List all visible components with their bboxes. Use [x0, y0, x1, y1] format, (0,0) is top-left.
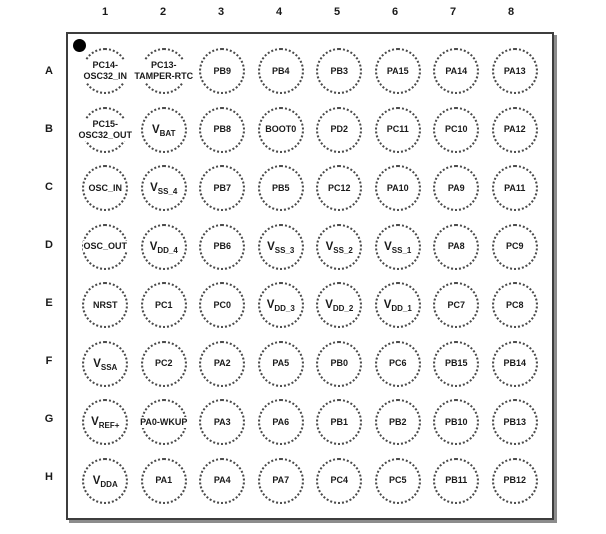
ball-A5 — [316, 48, 362, 94]
ball-cell — [310, 159, 369, 218]
ball-B1 — [78, 107, 133, 153]
pin-label: PB1 — [330, 416, 348, 427]
ball-G3 — [199, 399, 245, 445]
ball-E7 — [433, 282, 479, 328]
ball-F1 — [82, 341, 128, 387]
pin-label — [383, 298, 413, 312]
pin-label-main: V — [150, 182, 158, 195]
ball-cell — [252, 452, 311, 511]
ball-F4 — [258, 341, 304, 387]
pin-label-subscript: DD_1 — [391, 303, 412, 313]
ball-G8 — [492, 399, 538, 445]
ball-cell — [427, 218, 486, 277]
row-label-F: F — [45, 355, 53, 367]
column-label-6: 6 — [391, 6, 399, 18]
ball-cell — [427, 276, 486, 335]
ball-cell — [369, 218, 428, 277]
ball-D6 — [375, 224, 421, 270]
ball-cell — [486, 452, 545, 511]
ball-C4 — [258, 165, 304, 211]
pin-label — [149, 240, 179, 254]
pin-label: OSC_OUT — [83, 241, 128, 252]
pin-label-main: V — [93, 357, 101, 370]
pin-label: PB15 — [444, 358, 468, 369]
pin-label: PA13 — [503, 65, 526, 76]
ball-D5 — [316, 224, 362, 270]
row-label-C: C — [45, 181, 53, 193]
ball-F6 — [375, 341, 421, 387]
pin-label: PC15- OSC32_OUT — [78, 118, 133, 140]
pin-label: PC8 — [505, 299, 524, 310]
ball-cell — [193, 101, 252, 160]
pin-label: PB13 — [503, 416, 526, 427]
column-label-4: 4 — [275, 6, 283, 18]
pin-label-subscript: SS_3 — [274, 245, 295, 255]
ball-A2 — [134, 48, 194, 94]
pin-label: PB14 — [503, 358, 526, 369]
pin-label — [266, 298, 296, 312]
ball-F3 — [199, 341, 245, 387]
ball-cell — [76, 335, 135, 394]
pin-label-main: V — [149, 240, 158, 253]
pin-label: PA5 — [272, 358, 290, 369]
pin-label: PB0 — [330, 358, 348, 369]
ball-cell — [427, 101, 486, 160]
ball-F7 — [433, 341, 479, 387]
ball-cell — [252, 101, 311, 160]
row-label-G: G — [44, 413, 54, 425]
pin-label: PC7 — [447, 299, 465, 310]
ball-cell — [252, 42, 311, 101]
ball-grid — [68, 34, 552, 518]
ball-G1 — [82, 399, 128, 445]
column-label-2: 2 — [159, 6, 167, 18]
pin-label: PB7 — [213, 182, 231, 193]
ball-G7 — [433, 399, 479, 445]
pin-label: PA8 — [447, 241, 465, 252]
ball-cell — [135, 101, 194, 160]
ball-C2 — [141, 165, 187, 211]
pin-label: PA11 — [504, 182, 526, 193]
ball-B8 — [492, 107, 538, 153]
pin-label: BOOT0 — [265, 124, 297, 135]
pin-label-main: V — [151, 123, 160, 136]
pin-label: PA1 — [155, 475, 173, 486]
pin-label: PA14 — [445, 65, 468, 76]
ball-cell — [486, 218, 545, 277]
pin-label-subscript: DD_4 — [157, 245, 178, 255]
ball-cell — [486, 276, 545, 335]
pin-label: PC5 — [388, 475, 407, 486]
ball-cell — [135, 393, 194, 452]
pin-label: OSC_IN — [88, 182, 122, 193]
ball-C1 — [82, 165, 128, 211]
pin-label: PC13- TAMPER-RTC — [134, 60, 194, 82]
pin-label: PA10 — [386, 182, 409, 193]
ball-B2 — [141, 107, 187, 153]
ball-H1 — [82, 458, 128, 504]
pin-label-main: V — [384, 240, 392, 253]
pin-label — [324, 298, 354, 312]
ball-A4 — [258, 48, 304, 94]
ball-cell — [193, 159, 252, 218]
ball-A8 — [492, 48, 538, 94]
pin-label: PA0-WKUP — [140, 416, 188, 427]
ball-D7 — [433, 224, 479, 270]
ball-cell — [369, 101, 428, 160]
pin-label — [383, 240, 412, 254]
pin-label: PB12 — [503, 475, 526, 486]
ball-H4 — [258, 458, 304, 504]
pin-label: PA2 — [213, 358, 231, 369]
ball-cell — [310, 335, 369, 394]
ball-cell — [310, 452, 369, 511]
ball-cell — [486, 393, 545, 452]
pin-label: PB5 — [271, 182, 290, 193]
ball-cell — [193, 393, 252, 452]
column-label-8: 8 — [507, 6, 515, 18]
ball-cell — [486, 42, 545, 101]
ball-cell — [427, 452, 486, 511]
ball-E2 — [141, 282, 187, 328]
ball-cell — [135, 159, 194, 218]
ball-cell — [193, 276, 252, 335]
ball-C3 — [199, 165, 245, 211]
ball-cell — [135, 218, 194, 277]
pin-label-subscript: BAT — [159, 128, 176, 138]
pin-label: PC4 — [330, 475, 348, 486]
ball-cell — [76, 276, 135, 335]
pin-label: PC12 — [327, 182, 351, 193]
ball-E6 — [375, 282, 421, 328]
column-label-1: 1 — [101, 6, 109, 18]
ball-cell — [369, 159, 428, 218]
ball-A1 — [82, 48, 128, 94]
pin-label: PB2 — [388, 416, 407, 427]
pin-label: PA3 — [213, 416, 231, 427]
ball-H2 — [141, 458, 187, 504]
ball-G2 — [141, 399, 187, 445]
ball-F2 — [141, 341, 187, 387]
pin-label-main: V — [383, 299, 392, 312]
pin-label-main: V — [91, 416, 99, 429]
column-labels — [76, 6, 540, 18]
pin-label-main: V — [266, 299, 275, 312]
ball-E4 — [258, 282, 304, 328]
ball-B4 — [258, 107, 304, 153]
row-label-D: D — [45, 239, 53, 251]
pin-label-main: V — [325, 299, 333, 312]
pin-label-main: V — [267, 240, 275, 253]
pin-label: PB9 — [213, 65, 231, 76]
pin-label: PA12 — [503, 124, 526, 135]
pin-label: PB6 — [213, 241, 231, 252]
pin-label: PA9 — [447, 182, 465, 193]
pin-label: PC2 — [154, 358, 173, 369]
pin-label — [92, 474, 119, 488]
ball-cell — [76, 452, 135, 511]
ball-H3 — [199, 458, 245, 504]
ball-cell — [369, 276, 428, 335]
pin-label-subscript: SS_1 — [391, 245, 412, 255]
ball-cell — [310, 276, 369, 335]
ball-H6 — [375, 458, 421, 504]
ball-E5 — [316, 282, 362, 328]
row-label-H: H — [45, 471, 53, 483]
pin-label: PA6 — [272, 416, 290, 427]
pin-label: PB4 — [271, 65, 290, 76]
ball-D4 — [258, 224, 304, 270]
ball-D3 — [199, 224, 245, 270]
pin-label — [266, 240, 295, 254]
ball-B6 — [375, 107, 421, 153]
ball-cell — [310, 101, 369, 160]
pin-label — [92, 357, 118, 371]
ball-cell — [369, 335, 428, 394]
pin-label: PC6 — [388, 358, 407, 369]
ball-cell — [193, 42, 252, 101]
ball-H5 — [316, 458, 362, 504]
ball-cell — [76, 393, 135, 452]
pin-label-subscript: SSA — [100, 362, 118, 372]
ball-cell — [135, 276, 194, 335]
pin-label: PA4 — [213, 475, 231, 486]
pin-label-main: V — [92, 474, 101, 487]
ball-cell — [369, 42, 428, 101]
ball-C8 — [492, 165, 538, 211]
ball-H8 — [492, 458, 538, 504]
ball-cell — [252, 393, 311, 452]
pin-label: PB3 — [330, 65, 348, 76]
ball-cell — [252, 159, 311, 218]
ball-D1 — [82, 224, 128, 270]
ball-E3 — [199, 282, 245, 328]
ball-cell — [193, 452, 252, 511]
ball-D2 — [141, 224, 187, 270]
ball-cell — [193, 335, 252, 394]
pin-label-subscript: DDA — [100, 479, 118, 489]
ball-A7 — [433, 48, 479, 94]
ball-cell — [135, 452, 194, 511]
pin-label: PB11 — [445, 475, 468, 486]
ball-cell — [427, 393, 486, 452]
row-labels — [38, 42, 60, 506]
ball-F8 — [492, 341, 538, 387]
ball-cell — [427, 159, 486, 218]
ball-B5 — [316, 107, 362, 153]
ball-cell — [486, 159, 545, 218]
ball-cell — [135, 42, 194, 101]
ball-A6 — [375, 48, 421, 94]
ball-C7 — [433, 165, 479, 211]
pin-label: PC11 — [386, 124, 409, 135]
ball-cell — [427, 42, 486, 101]
ball-C5 — [316, 165, 362, 211]
pin-label — [90, 415, 120, 429]
pin-label-subscript: REF+ — [98, 420, 120, 430]
ball-cell — [76, 101, 135, 160]
ball-cell — [76, 218, 135, 277]
pin-label: NRST — [93, 299, 118, 310]
ball-G6 — [375, 399, 421, 445]
ball-cell — [252, 218, 311, 277]
ball-cell — [486, 101, 545, 160]
column-label-3: 3 — [217, 6, 225, 18]
pin-label: PC1 — [154, 299, 173, 310]
row-label-E: E — [45, 297, 53, 309]
pin-label: PC9 — [505, 241, 524, 252]
ball-D8 — [492, 224, 538, 270]
pin-label — [151, 123, 177, 137]
pin-label: PD2 — [330, 124, 348, 135]
pin-label-subscript: SS_2 — [333, 245, 353, 255]
ball-C6 — [375, 165, 421, 211]
ball-cell — [193, 218, 252, 277]
ball-cell — [76, 159, 135, 218]
ball-cell — [486, 335, 545, 394]
ball-cell — [310, 393, 369, 452]
pin-label: PA7 — [272, 475, 290, 486]
pin-label-subscript: SS_4 — [157, 186, 178, 196]
pin-label: PB8 — [213, 124, 231, 135]
ball-cell — [369, 393, 428, 452]
ball-cell — [135, 335, 194, 394]
ball-cell — [252, 276, 311, 335]
pin-label-subscript: DD_3 — [274, 303, 295, 313]
ball-E1 — [82, 282, 128, 328]
ball-cell — [252, 335, 311, 394]
pin-label: PC10 — [444, 124, 468, 135]
ball-B7 — [433, 107, 479, 153]
ball-E8 — [492, 282, 538, 328]
pin-label: PC0 — [213, 299, 231, 310]
pin-label — [149, 181, 178, 195]
pin-label-main: V — [325, 240, 334, 253]
column-label-7: 7 — [449, 6, 457, 18]
pin-label — [325, 240, 354, 254]
ball-cell — [310, 42, 369, 101]
ball-cell — [310, 218, 369, 277]
ball-cell — [76, 42, 135, 101]
ball-cell — [427, 335, 486, 394]
pin-label: PC14- OSC32_IN — [83, 60, 128, 82]
row-label-A: A — [45, 65, 53, 77]
column-label-5: 5 — [333, 6, 341, 18]
ball-cell — [369, 452, 428, 511]
ball-B3 — [199, 107, 245, 153]
pin-label: PA15 — [386, 65, 409, 76]
ball-A3 — [199, 48, 245, 94]
ball-H7 — [433, 458, 479, 504]
ball-F5 — [316, 341, 362, 387]
ball-G5 — [316, 399, 362, 445]
pin-label: PB10 — [444, 416, 468, 427]
row-label-B: B — [45, 123, 53, 135]
pin-label-subscript: DD_2 — [332, 303, 354, 313]
package-outline — [66, 32, 554, 520]
ball-G4 — [258, 399, 304, 445]
